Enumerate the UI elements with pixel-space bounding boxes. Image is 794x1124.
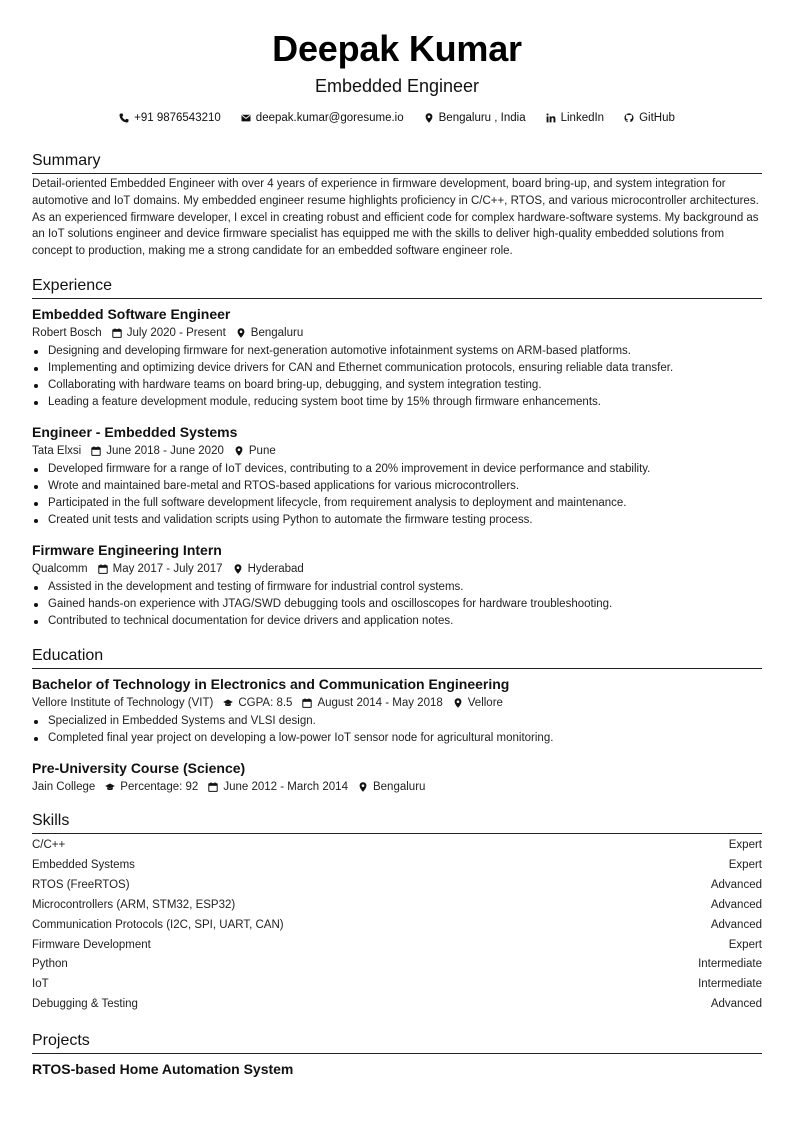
experience-entry	[32, 541, 762, 630]
contact-github[interactable]	[624, 110, 675, 126]
job-title: Embedded Software Engineer	[32, 305, 231, 322]
job-location-text: Bengaluru	[250, 326, 304, 339]
job-location-text: Hyderabad	[247, 562, 304, 575]
school-name	[32, 779, 95, 795]
grade-text: Percentage: 92	[120, 780, 199, 793]
bullet-dot	[34, 620, 38, 624]
experience-heading: Experience	[32, 276, 762, 299]
skill-level: Expert	[728, 938, 762, 951]
bullet-item	[32, 377, 762, 394]
job-company-text: Robert Bosch	[32, 326, 102, 339]
job-location	[236, 325, 303, 341]
job-title: Firmware Engineering Intern	[32, 541, 222, 558]
bullet-item	[32, 478, 762, 495]
bullet-text: Contributed to technical documentation for device drivers and application notes.	[48, 614, 454, 627]
bullet-text: Assisted in the development and testing of firmware for industrial control systems.	[48, 580, 464, 593]
skill-name: Firmware Development	[32, 938, 151, 951]
education-meta	[32, 695, 762, 711]
education-entry	[32, 759, 762, 795]
projects-section	[32, 1031, 762, 1079]
bullet-dot	[34, 485, 38, 489]
summary-section	[32, 151, 762, 260]
github-icon	[624, 113, 634, 123]
job-dates	[112, 325, 226, 341]
bullet-dot	[34, 401, 38, 405]
bullet-dot	[34, 367, 38, 371]
contact-phone-text: +91 9876543210	[134, 112, 221, 124]
calendar-icon	[98, 564, 108, 574]
skill-level: Intermediate	[698, 978, 762, 991]
location-icon	[453, 698, 463, 708]
graduation-cap-icon	[223, 698, 233, 708]
education-location	[453, 695, 503, 711]
job-location-text: Pune	[248, 444, 276, 457]
contact-linkedin[interactable]	[546, 110, 604, 126]
job-location	[234, 443, 276, 459]
bullet-text: Implementing and optimizing device drivers for CAN and Ethernet communication protocols, ensuring reliable data transfer.	[48, 361, 674, 374]
job-bullets	[32, 461, 762, 529]
education-bullets	[32, 713, 762, 747]
skill-name: Python	[32, 958, 68, 971]
job-title: Engineer - Embedded Systems	[32, 423, 238, 440]
school-name-text: Vellore Institute of Technology (VIT)	[32, 696, 214, 709]
contact-email[interactable]	[241, 110, 404, 126]
job-dates	[98, 561, 223, 577]
skill-name: Embedded Systems	[32, 858, 135, 871]
skills-section	[32, 811, 762, 1015]
grade	[105, 779, 198, 795]
calendar-icon	[112, 328, 122, 338]
contact-phone[interactable]	[119, 110, 221, 126]
contact-github-text: GitHub	[639, 112, 675, 124]
education-dates	[302, 695, 442, 711]
degree-title: Pre-University Course (Science)	[32, 759, 246, 776]
degree-title: Bachelor of Technology in Electronics and Communication Engineering	[32, 675, 510, 692]
skill-level: Advanced	[710, 878, 762, 891]
location-icon	[234, 446, 244, 456]
skill-row	[32, 896, 762, 916]
bullet-text: Wrote and maintained bare-metal and RTOS-based applications for various microcontrollers.	[48, 479, 520, 492]
bullet-dot	[34, 384, 38, 388]
skill-name: Communication Protocols (I2C, SPI, UART, CAN)	[32, 918, 284, 931]
phone-icon	[119, 113, 129, 123]
bullet-item	[32, 613, 762, 630]
skill-row	[32, 916, 762, 936]
bullet-text: Gained hands-on experience with JTAG/SWD debugging tools and oscilloscopes for hardware troubleshooting.	[48, 597, 613, 610]
projects-heading: Projects	[32, 1031, 762, 1054]
graduation-cap-icon	[105, 782, 115, 792]
bullet-text: Created unit tests and validation scripts using Python to automate the firmware testing process.	[48, 513, 533, 526]
job-company	[32, 325, 102, 341]
experience-section	[32, 276, 762, 630]
skill-name: Microcontrollers (ARM, STM32, ESP32)	[32, 898, 236, 911]
bullet-dot	[34, 519, 38, 523]
bullet-text: Specialized in Embedded Systems and VLSI design.	[48, 714, 316, 727]
bullet-text: Completed final year project on developing a low-power IoT sensor node for agricultural monitoring.	[48, 731, 554, 744]
job-company-text: Qualcomm	[32, 562, 88, 575]
bullet-item	[32, 512, 762, 529]
skill-level: Advanced	[710, 898, 762, 911]
skill-level: Intermediate	[698, 958, 762, 971]
job-bullets	[32, 579, 762, 630]
skill-level: Expert	[728, 838, 762, 851]
bullet-dot	[34, 468, 38, 472]
job-location	[233, 561, 304, 577]
candidate-role: Embedded Engineer	[314, 76, 480, 96]
education-dates-text: August 2014 - May 2018	[317, 696, 443, 709]
education-meta	[32, 779, 762, 795]
location-icon	[233, 564, 243, 574]
bullet-dot	[34, 350, 38, 354]
job-company-text: Tata Elxsi	[32, 444, 82, 457]
job-dates-text: June 2018 - June 2020	[106, 444, 224, 457]
education-location	[358, 779, 425, 795]
job-dates-text: May 2017 - July 2017	[112, 562, 223, 575]
bullet-text: Collaborating with hardware teams on board bring-up, debugging, and system integration testing.	[48, 378, 542, 391]
skill-row	[32, 836, 762, 856]
linkedin-icon	[546, 113, 556, 123]
education-location-text: Vellore	[467, 696, 503, 709]
bullet-item	[32, 394, 762, 411]
contact-bar	[32, 110, 762, 126]
skill-level: Expert	[728, 858, 762, 871]
location-icon	[236, 328, 246, 338]
education-entry	[32, 675, 762, 747]
summary-heading: Summary	[32, 151, 762, 174]
bullet-dot	[34, 603, 38, 607]
education-dates-text: June 2012 - March 2014	[223, 780, 348, 793]
job-bullets	[32, 343, 762, 411]
experience-entry	[32, 305, 762, 411]
calendar-icon	[91, 446, 101, 456]
job-dates	[91, 443, 224, 459]
contact-linkedin-text: LinkedIn	[560, 112, 605, 124]
skill-row	[32, 995, 762, 1015]
contact-location	[424, 110, 526, 126]
skill-row	[32, 955, 762, 975]
bullet-dot	[34, 737, 38, 741]
bullet-dot	[34, 586, 38, 590]
skill-level: Advanced	[710, 918, 762, 931]
skill-row	[32, 876, 762, 896]
education-section	[32, 646, 762, 795]
mail-icon	[241, 113, 251, 123]
bullet-item	[32, 579, 762, 596]
contact-email-text: deepak.kumar@goresume.io	[255, 112, 404, 124]
education-heading: Education	[32, 646, 762, 669]
grade-text: CGPA: 8.5	[238, 696, 293, 709]
skill-name: IoT	[32, 978, 49, 991]
job-meta	[32, 443, 762, 459]
skill-name: RTOS (FreeRTOS)	[32, 878, 130, 891]
bullet-item	[32, 495, 762, 512]
bullet-item	[32, 360, 762, 377]
job-company	[32, 561, 88, 577]
bullet-text: Leading a feature development module, reducing system boot time by 15% through firmware enhancements.	[48, 395, 601, 408]
bullet-text: Designing and developing firmware for next-generation automotive infotainment systems on ARM-based platforms.	[48, 344, 631, 357]
experience-entry	[32, 423, 762, 529]
skill-row	[32, 936, 762, 956]
bullet-text: Developed firmware for a range of IoT devices, contributing to a 20% improvement in device performance and stability.	[48, 462, 651, 475]
school-name	[32, 695, 213, 711]
skill-name: Debugging & Testing	[32, 998, 138, 1011]
skill-row	[32, 856, 762, 876]
skills-heading: Skills	[32, 811, 762, 834]
bullet-dot	[34, 720, 38, 724]
bullet-item	[32, 461, 762, 478]
bullet-item	[32, 730, 762, 747]
skills-list	[32, 836, 762, 1015]
project-entry	[32, 1060, 762, 1079]
bullet-item	[32, 713, 762, 730]
job-meta	[32, 325, 762, 341]
location-icon	[424, 113, 434, 123]
project-title: RTOS-based Home Automation System	[32, 1061, 294, 1078]
summary-text: Detail-oriented Embedded Engineer with over 4 years of experience in firmware development, board bring-up, and system integration for automotive and IoT domains. My embedded engineer resume highlights proficiency in C/C++, RTOS, and various microcontroller architectures. As an experienced firmware developer, I excel in creating robust and efficient code for complex hardware-software systems. My background as an IoT solutions engineer and device firmware specialist has equipped me with the skills to deliver high-quality embedded solutions from concept to production, making me a strong candidate for an embedded software engineer role.	[32, 178, 759, 258]
education-location-text: Bengaluru	[372, 780, 426, 793]
grade	[223, 695, 292, 711]
bullet-item	[32, 596, 762, 613]
calendar-icon	[302, 698, 312, 708]
bullet-text: Participated in the full software development lifecycle, from requirement analysis to deployment and maintenance.	[48, 496, 627, 509]
skill-level: Advanced	[710, 998, 762, 1011]
school-name-text: Jain College	[32, 780, 96, 793]
calendar-icon	[208, 782, 218, 792]
location-icon	[358, 782, 368, 792]
skill-name: C/C++	[32, 838, 66, 851]
job-dates-text: July 2020 - Present	[126, 326, 226, 339]
education-dates	[208, 779, 348, 795]
job-company	[32, 443, 81, 459]
job-meta	[32, 561, 762, 577]
bullet-dot	[34, 502, 38, 506]
skill-row	[32, 975, 762, 995]
bullet-item	[32, 343, 762, 360]
contact-location-text: Bengaluru , India	[438, 112, 526, 124]
candidate-name: Deepak Kumar	[272, 28, 522, 69]
